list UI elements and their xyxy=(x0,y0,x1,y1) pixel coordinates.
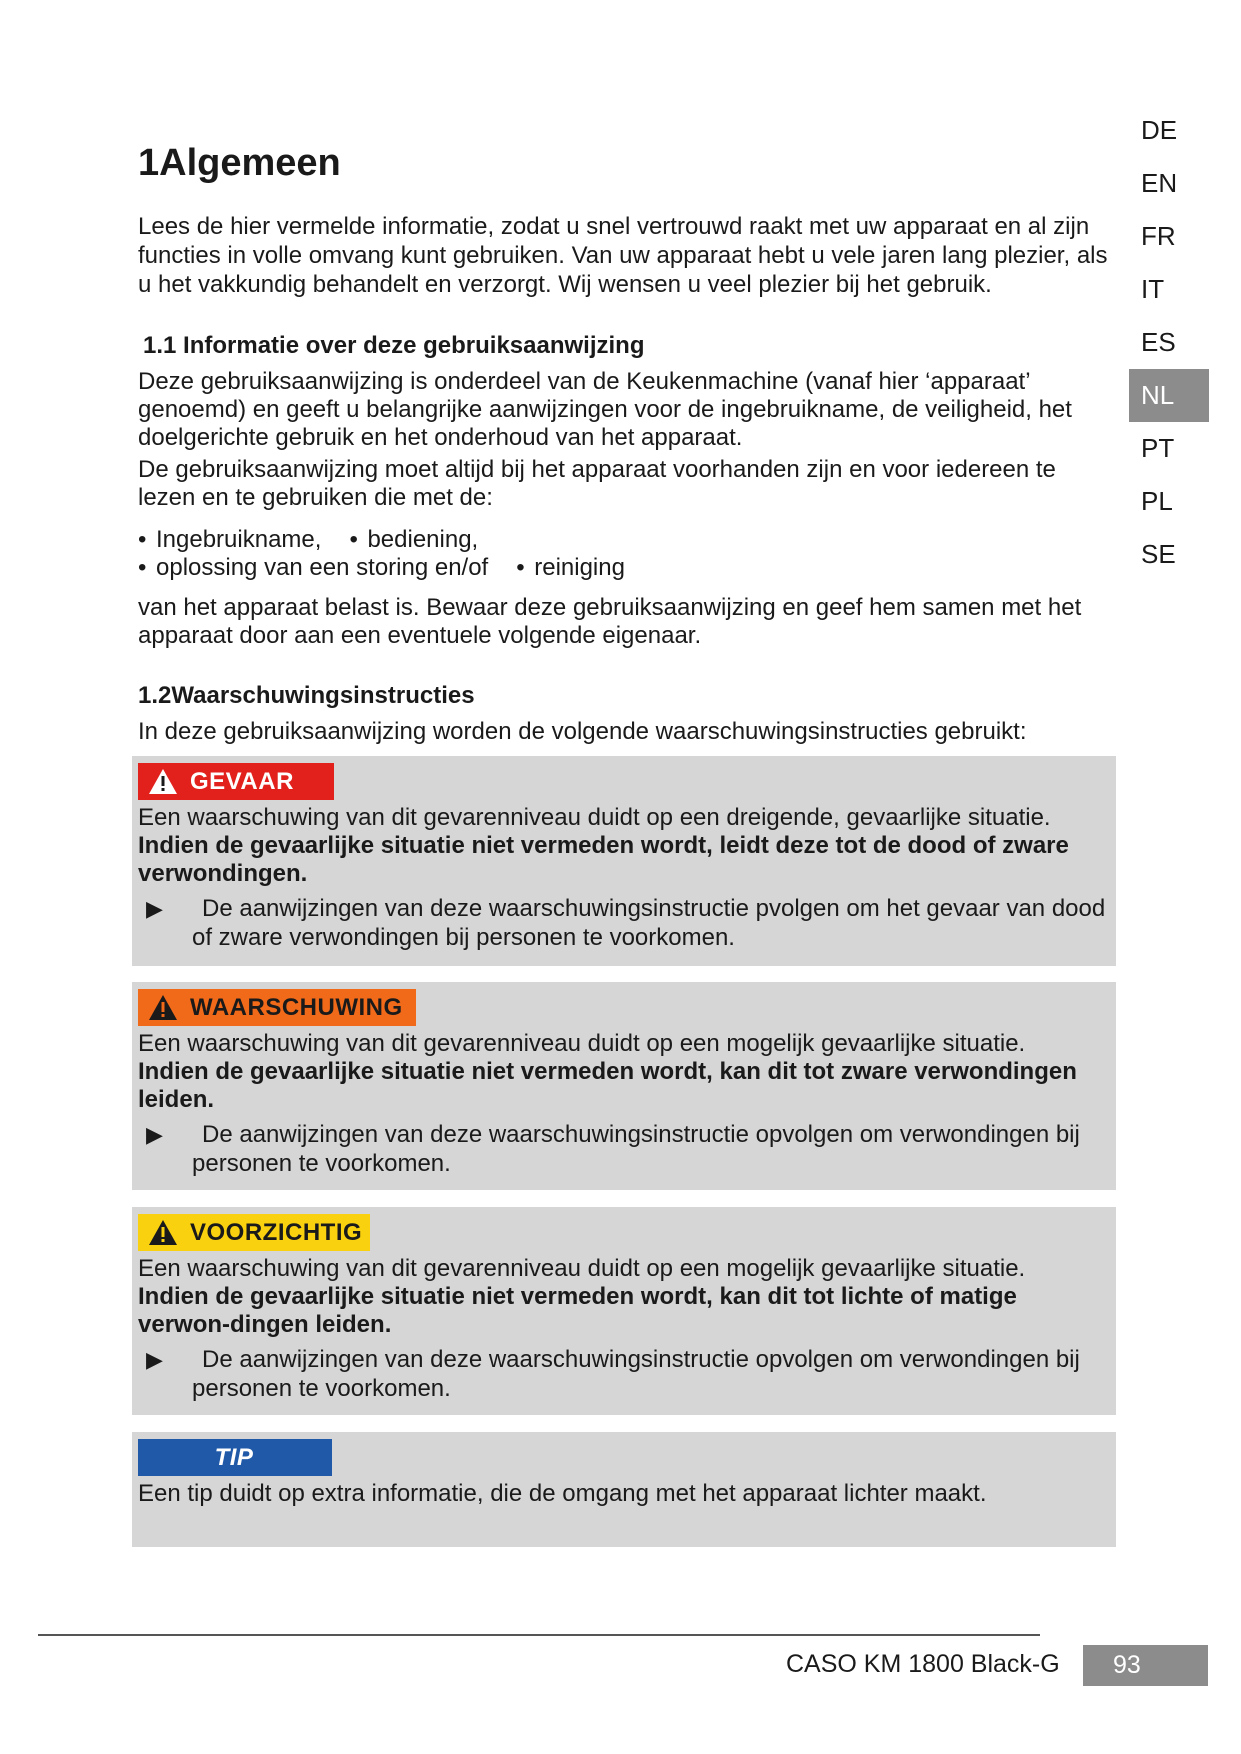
caution-bold-text: Indien de gevaarlijke situatie niet vermeden wordt, kan dit tot lichte of matige verwon-dingen leiden. xyxy=(138,1283,1017,1338)
warning-label: WAARSCHUWING xyxy=(190,993,403,1021)
danger-text: Een waarschuwing van dit gevarenniveau duidt op een dreigende, gevaarlijke situatie. xyxy=(138,804,1051,831)
section-heading-1-2: 1.2Waarschuwingsinstructies xyxy=(138,682,475,709)
section-heading-1-1: 1.1 Informatie over deze gebruiksaanwijzing xyxy=(143,332,645,359)
danger-box xyxy=(132,756,1116,966)
footer-model-name: CASO KM 1800 Black-G xyxy=(786,1650,1060,1678)
section-1-1-paragraph-2: De gebruiksaanwijzing moet altijd bij het apparaat voorhanden zijn en voor iedereen te lezen en te gebruiken die met de: xyxy=(138,456,1056,511)
lang-item-se[interactable]: SE xyxy=(1141,539,1176,569)
section-1-1-paragraph-3: van het apparaat belast is. Bewaar deze gebruiksaanwijzing en geef hem samen met het apparaat door aan een eventuele volgende eigenaar. xyxy=(138,594,1082,649)
danger-bold-text: Indien de gevaarlijke situatie niet vermeden wordt, leidt deze tot de dood of zware verwondingen. xyxy=(138,832,1069,887)
warning-triangle-icon xyxy=(148,768,178,795)
footer-divider xyxy=(38,1634,1040,1636)
warning-text: Een waarschuwing van dit gevarenniveau duidt op een mogelijk gevaarlijke situatie. xyxy=(138,1030,1026,1057)
arrow-right-icon: ▶ xyxy=(146,896,163,921)
warning-triangle-icon xyxy=(148,1219,178,1246)
tip-badge xyxy=(138,1439,332,1476)
warning-bold-text: Indien de gevaarlijke situatie niet vermeden wordt, kan dit tot zware verwondingen leiden. xyxy=(138,1058,1077,1113)
caution-badge xyxy=(138,1214,370,1251)
page-number: 93 xyxy=(1083,1645,1208,1686)
list-item: bediening, xyxy=(367,526,479,553)
usage-bullet-list xyxy=(138,526,838,582)
tip-box xyxy=(132,1432,1116,1547)
language-nav xyxy=(1129,104,1209,581)
lang-item-pt[interactable]: PT xyxy=(1141,433,1175,463)
bullet-dot: • xyxy=(516,554,525,581)
warning-instruction: ▶ De aanwijzingen van deze waarschuwingsinstructie opvolgen om verwondingen bij personen te voorkomen. xyxy=(146,1121,1080,1177)
intro-paragraph: Lees de hier vermelde informatie, zodat u snel vertrouwd raakt met uw apparaat en al zijn functies in volle omvang kunt gebruiken. Van uw apparaat hebt u vele jaren lang plezier, als u het vakkundig behandelt en verzorgt. Wij wensen u veel plezier bij het gebruik. xyxy=(138,213,1108,298)
lang-item-fr[interactable]: FR xyxy=(1141,221,1176,251)
caution-instruction: ▶ De aanwijzingen van deze waarschuwingsinstructie opvolgen om verwondingen bij personen te voorkomen. xyxy=(146,1346,1080,1402)
bullet-dot: • xyxy=(138,526,147,553)
lang-item-it[interactable]: IT xyxy=(1141,274,1165,304)
danger-label: GEVAAR xyxy=(190,767,294,795)
tip-text: Een tip duidt op extra informatie, die de omgang met het apparaat lichter maakt. xyxy=(138,1480,987,1507)
section-1-2-intro: In deze gebruiksaanwijzing worden de volgende waarschuwingsinstructies gebruikt: xyxy=(138,718,1027,745)
list-item: reiniging xyxy=(534,554,625,581)
warning-badge xyxy=(138,989,416,1026)
tip-label: TIP xyxy=(214,1443,254,1471)
lang-item-nl[interactable]: NL xyxy=(1129,369,1209,422)
bullet-dot: • xyxy=(349,526,358,553)
lang-item-pl[interactable]: PL xyxy=(1141,486,1173,516)
lang-item-es[interactable]: ES xyxy=(1141,327,1176,357)
lang-item-en[interactable]: EN xyxy=(1141,168,1178,198)
list-item: oplossing van een storing en/of xyxy=(156,554,489,581)
warning-triangle-icon xyxy=(148,994,178,1021)
arrow-right-icon: ▶ xyxy=(146,1347,163,1372)
arrow-right-icon: ▶ xyxy=(146,1122,163,1147)
list-item: Ingebruikname, xyxy=(156,526,322,553)
danger-instruction: ▶ De aanwijzingen van deze waarschuwingsinstructie pvolgen om het gevaar van dood of zware verwondingen bij personen te voorkomen. xyxy=(146,895,1106,951)
warning-box xyxy=(132,982,1116,1190)
caution-text: Een waarschuwing van dit gevarenniveau duidt op een mogelijk gevaarlijke situatie. xyxy=(138,1255,1026,1282)
page-title: 1Algemeen xyxy=(138,142,341,184)
danger-badge xyxy=(138,763,334,800)
section-1-1-paragraph-1: Deze gebruiksaanwijzing is onderdeel van de Keukenmachine (vanaf hier ‘apparaat’ genoemd) en geeft u belangrijke aanwijzingen voor de ingebruikname, de veiligheid, het doelgerichte gebruik en het onderhoud van het apparaat. xyxy=(138,368,1072,451)
bullet-dot: • xyxy=(138,554,147,581)
caution-box xyxy=(132,1207,1116,1415)
caution-label: VOORZICHTIG xyxy=(190,1218,363,1246)
lang-item-de[interactable]: DE xyxy=(1141,115,1178,145)
